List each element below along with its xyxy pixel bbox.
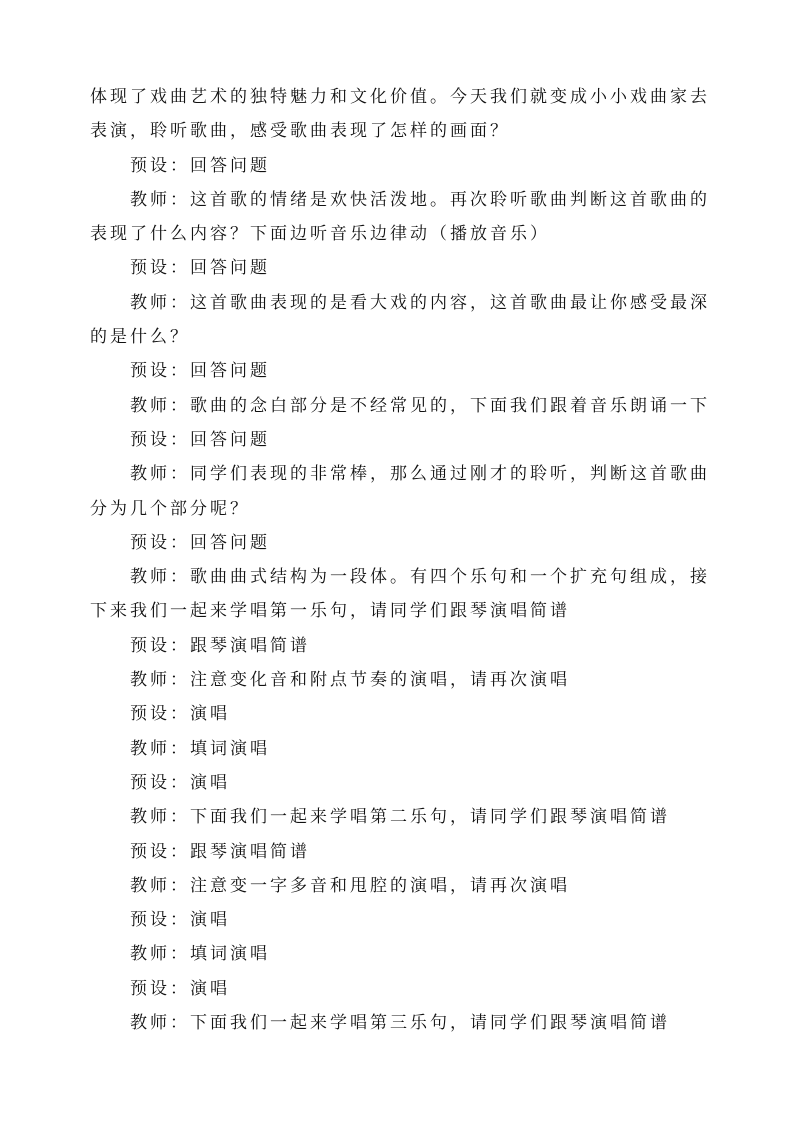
paragraph-teacher: 教师：下面我们一起来学唱第三乐句，请同学们跟琴演唱简谱: [130, 1013, 670, 1034]
paragraph-preset: 预设：演唱: [130, 704, 230, 725]
paragraph-teacher: 教师：这首歌的情绪是欢快活泼地。再次聆听歌曲判断这首歌曲的表现了什么内容？下面边听音乐边律动（播放音乐）: [90, 189, 710, 245]
paragraph-preset: 预设：回答问题: [130, 532, 270, 553]
paragraph-continued: 体现了戏曲艺术的独特魅力和文化价值。今天我们就变成小小戏曲家去表演，聆听歌曲，感受歌曲表现了怎样的画面？: [90, 87, 710, 142]
paragraph-preset: 预设：跟琴演唱简谱: [130, 635, 310, 656]
paragraph-teacher: 教师：歌曲的念白部分是不经常见的，下面我们跟着音乐朗诵一下: [130, 395, 710, 416]
document-page: [90, 80, 712, 1040]
paragraph-preset: 预设：回答问题: [130, 258, 270, 279]
paragraph-preset: 预设：回答问题: [130, 361, 270, 382]
paragraph-teacher: 教师：注意变一字多音和甩腔的演唱，请再次演唱: [130, 875, 570, 896]
paragraph-teacher: 教师：下面我们一起来学唱第二乐句，请同学们跟琴演唱简谱: [130, 807, 670, 828]
paragraph-teacher: 教师：填词演唱: [130, 944, 270, 965]
paragraph-preset: 预设：演唱: [130, 772, 230, 793]
paragraph-teacher: 教师：歌曲曲式结构为一段体。有四个乐句和一个扩充句组成，接下来我们一起来学唱第一乐句，请同学们跟琴演唱简谱: [90, 567, 710, 622]
paragraph-preset: 预设：回答问题: [130, 429, 270, 450]
paragraph-preset: 预设：演唱: [130, 910, 230, 931]
paragraph-teacher: 教师：这首歌曲表现的是看大戏的内容，这首歌曲最让你感受最深的是什么？: [90, 292, 710, 348]
paragraph-teacher: 教师：注意变化音和附点节奏的演唱，请再次演唱: [130, 670, 570, 691]
paragraph-preset: 预设：回答问题: [130, 155, 270, 176]
paragraph-preset: 预设：跟琴演唱简谱: [130, 841, 310, 862]
paragraph-teacher: 教师：填词演唱: [130, 738, 270, 759]
paragraph-preset: 预设：演唱: [130, 978, 230, 999]
paragraph-teacher: 教师：同学们表现的非常棒，那么通过刚才的聆听，判断这首歌曲分为几个部分呢？: [90, 464, 710, 519]
